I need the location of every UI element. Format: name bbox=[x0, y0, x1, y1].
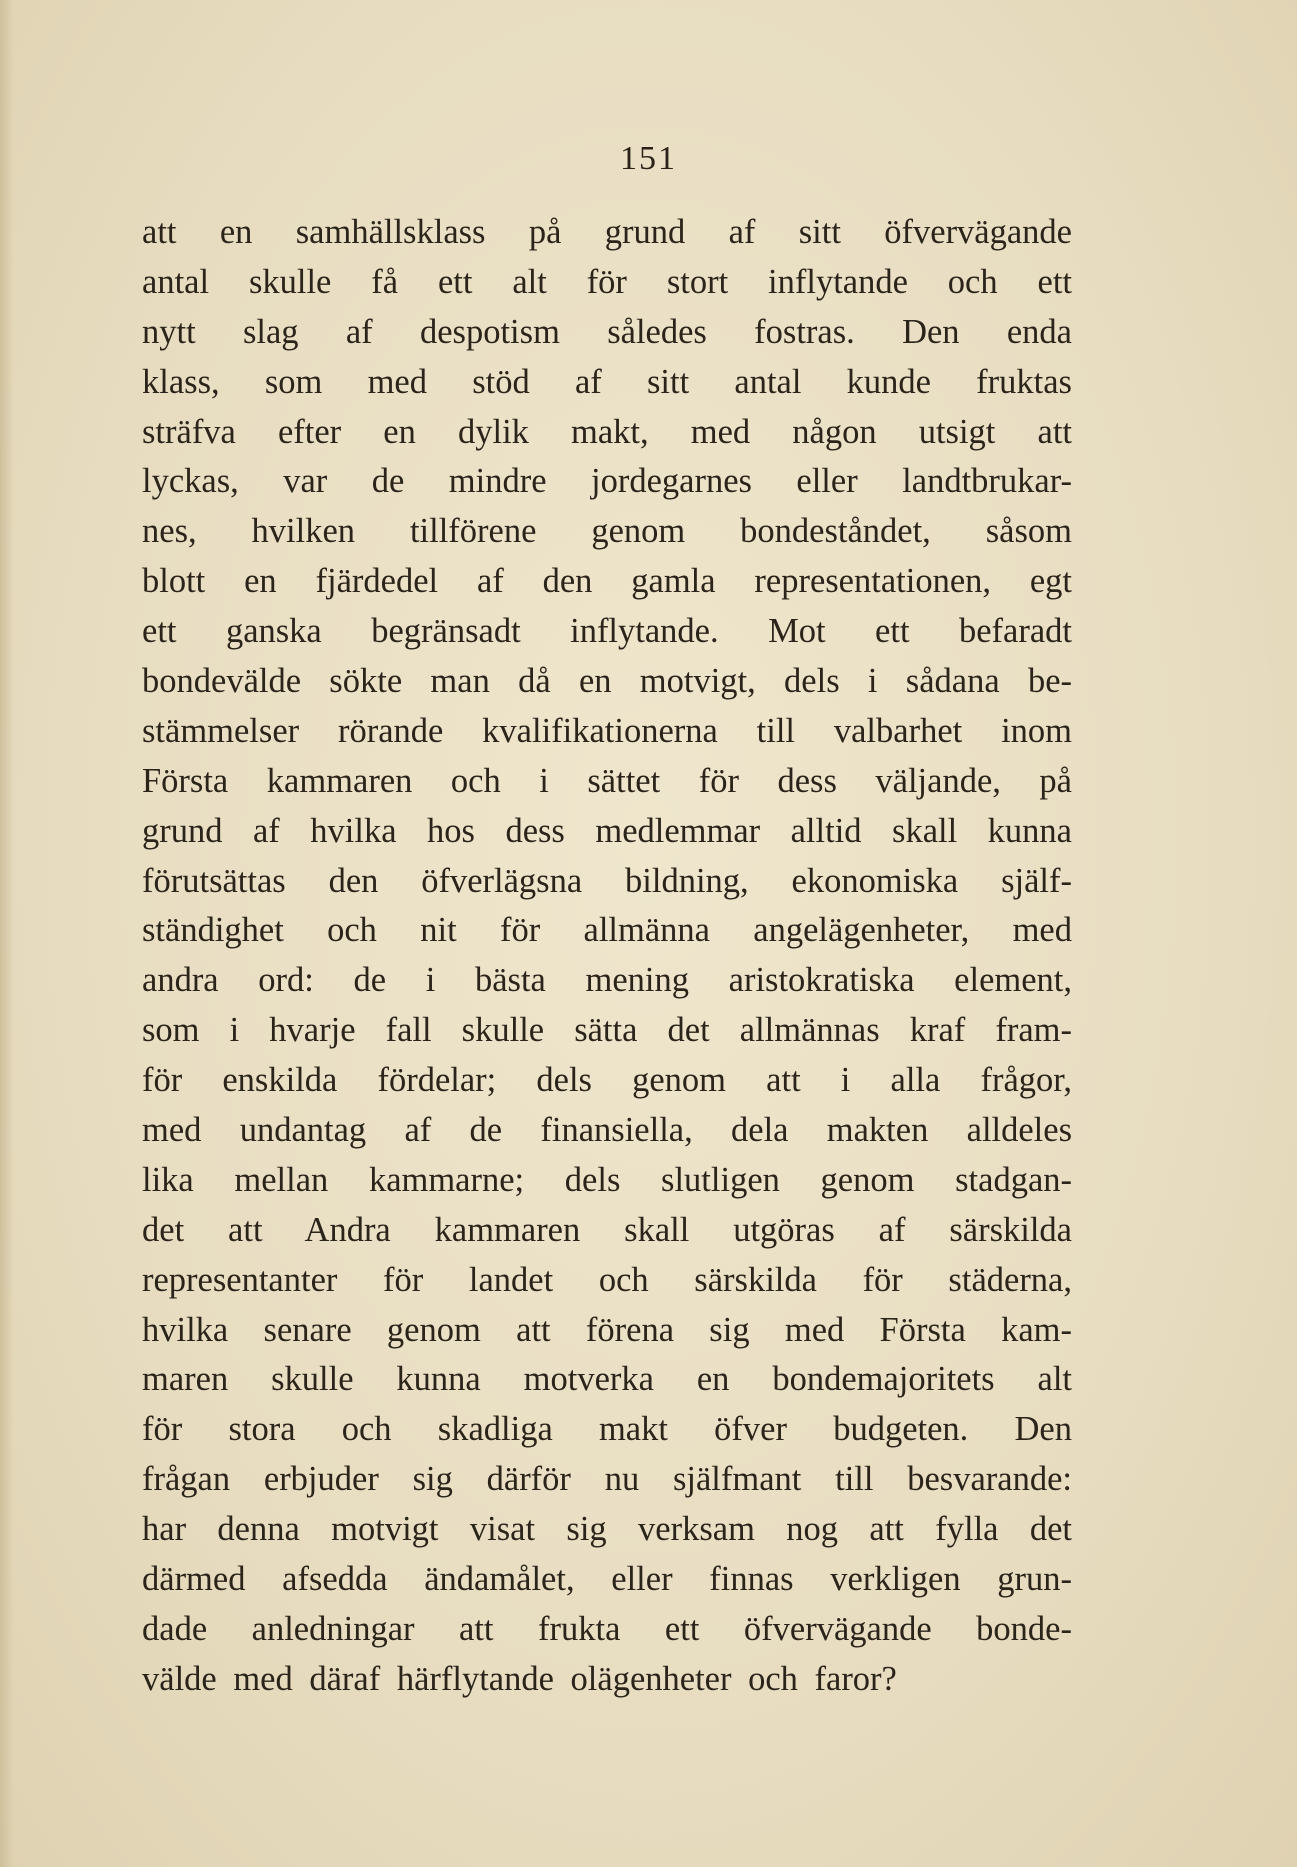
text-line: antal skulle få ett alt för stort inflytande och ett bbox=[142, 262, 1072, 301]
text-line: det att Andra kammaren skall utgöras af särskilda bbox=[142, 1210, 1072, 1249]
text-line: klass, som med stöd af sitt antal kunde fruktas bbox=[142, 362, 1072, 401]
text-line: maren skulle kunna motverka en bondemajoritets alt bbox=[142, 1360, 1072, 1399]
page-number: 151 bbox=[620, 140, 677, 177]
text-line: att en samhällsklass på grund af sitt öfvervägande bbox=[142, 213, 1072, 251]
text-line: hvilka senare genom att förena sig med Första kam- bbox=[142, 1310, 1072, 1349]
text-line: nytt slag af despotism således fostras. Den enda bbox=[142, 312, 1072, 351]
text-line: frågan erbjuder sig därför nu själfmant till besvarande: bbox=[142, 1460, 1072, 1499]
text-line: lika mellan kammarne; dels slutligen genom stadgan- bbox=[142, 1160, 1072, 1199]
text-line: andra ord: de i bästa mening aristokratiska element, bbox=[142, 961, 1072, 1000]
text-line: blott en fjärdedel af den gamla representationen, egt bbox=[142, 562, 1072, 601]
text-line: nes, hvilken tillförene genom bondeståndet, såsom bbox=[142, 512, 1072, 551]
body-text bbox=[142, 208, 1072, 1705]
text-line: representanter för landet och särskilda för städerna, bbox=[142, 1260, 1072, 1299]
text-line: har denna motvigt visat sig verksam nog att fylla det bbox=[142, 1510, 1072, 1549]
text-line: ständighet och nit för allmänna angelägenheter, med bbox=[142, 911, 1072, 950]
text-line: ett ganska begränsadt inflytande. Mot ett befaradt bbox=[142, 612, 1072, 651]
text-line: dade anledningar att frukta ett öfvervägande bonde- bbox=[142, 1609, 1072, 1648]
text-line: lyckas, var de mindre jordegarnes eller landtbrukar- bbox=[142, 462, 1072, 501]
text-line: grund af hvilka hos dess medlemmar alltid skall kunna bbox=[142, 811, 1072, 850]
text-line-last: välde med däraf härflytande olägenheter och faror? bbox=[142, 1659, 897, 1698]
text-line: stämmelser rörande kvalifikationerna till valbarhet inom bbox=[142, 711, 1072, 750]
text-line: som i hvarje fall skulle sätta det allmännas kraf fram- bbox=[142, 1011, 1072, 1050]
text-line: med undantag af de finansiella, dela makten alldeles bbox=[142, 1111, 1072, 1150]
text-line: för stora och skadliga makt öfver budgeten. Den bbox=[142, 1410, 1072, 1449]
page-binding-edge bbox=[0, 0, 14, 1867]
text-line: Första kammaren och i sättet för dess väljande, på bbox=[142, 761, 1072, 800]
text-line: bondevälde sökte man då en motvigt, dels i sådana be- bbox=[142, 662, 1072, 701]
text-line: sträfva efter en dylik makt, med någon utsigt att bbox=[142, 412, 1072, 451]
text-line: därmed afsedda ändamålet, eller finnas verkligen grun- bbox=[142, 1560, 1072, 1599]
text-line: för enskilda fördelar; dels genom att i alla frågor, bbox=[142, 1061, 1072, 1100]
text-line: förutsättas den öfverlägsna bildning, ekonomiska själf- bbox=[142, 861, 1072, 900]
